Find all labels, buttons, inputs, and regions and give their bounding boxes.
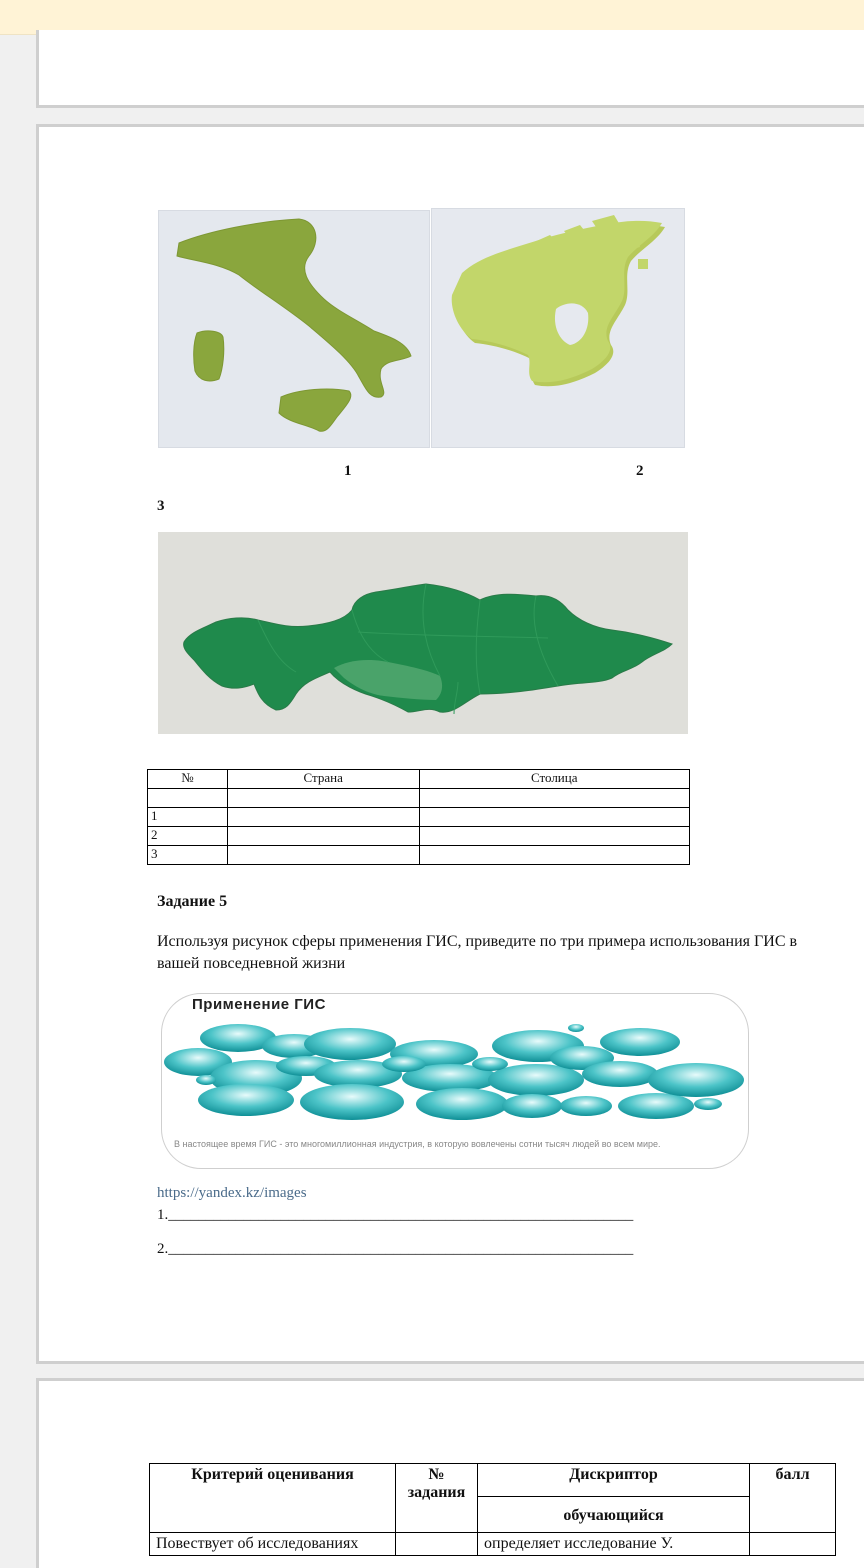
header-descriptor-sub: обучающийся bbox=[478, 1497, 750, 1533]
table-cell[interactable] bbox=[419, 827, 690, 846]
table-cell[interactable] bbox=[227, 827, 419, 846]
kazakhstan-map-graphic bbox=[158, 532, 688, 734]
table-row bbox=[148, 827, 690, 846]
table-cell[interactable] bbox=[419, 808, 690, 827]
table-cell[interactable] bbox=[419, 789, 690, 808]
table-cell[interactable] bbox=[227, 789, 419, 808]
table-header-number: № bbox=[148, 770, 228, 789]
canada-map-graphic bbox=[432, 209, 684, 447]
gis-applications-image bbox=[161, 993, 749, 1169]
page-1 bbox=[36, 30, 864, 108]
table-cell: 1 bbox=[148, 808, 228, 827]
italy-map-graphic bbox=[159, 211, 429, 447]
table-cell[interactable] bbox=[227, 808, 419, 827]
header-task-number: № задания bbox=[396, 1464, 478, 1533]
gis-image-title: Применение ГИС bbox=[192, 996, 326, 1013]
table-row bbox=[150, 1533, 836, 1556]
table-cell[interactable] bbox=[148, 789, 228, 808]
table-header-country: Страна bbox=[227, 770, 419, 789]
table-cell[interactable] bbox=[227, 846, 419, 865]
table-row bbox=[148, 789, 690, 808]
header-criterion: Критерий оценивания bbox=[150, 1464, 396, 1533]
table-row bbox=[148, 808, 690, 827]
gis-image-footer: В настоящее время ГИС - это многомиллионная индустрия, в которую вовлечены сотни тысяч людей во всем мире. bbox=[174, 1139, 661, 1149]
country-capital-table bbox=[147, 769, 690, 865]
answer-line-2: 2.______________________________________________________________ bbox=[157, 1241, 634, 1257]
map-canada bbox=[431, 208, 685, 448]
table-cell: 3 bbox=[148, 846, 228, 865]
descriptor-cell: определяет исследование У. bbox=[478, 1533, 750, 1556]
caption-2: 2 bbox=[636, 463, 644, 479]
caption-1: 1 bbox=[344, 463, 352, 479]
criteria-table bbox=[149, 1463, 836, 1556]
task-5-text: Используя рисунок сферы применения ГИС, приведите по три примера использования ГИС в вашей повседневной жизни bbox=[157, 933, 798, 972]
table-row bbox=[148, 846, 690, 865]
map-italy bbox=[158, 210, 430, 448]
sicily bbox=[279, 389, 351, 431]
page-3 bbox=[36, 1378, 864, 1568]
caption-3: 3 bbox=[157, 498, 165, 514]
map-kazakhstan bbox=[158, 532, 688, 734]
answer-line-1: 1.______________________________________________________________ bbox=[157, 1207, 634, 1223]
criterion-cell: Повествует об исследованиях bbox=[150, 1533, 396, 1556]
source-link[interactable]: https://yandex.kz/images bbox=[157, 1185, 307, 1201]
table-cell[interactable] bbox=[419, 846, 690, 865]
task-5-title: Задание 5 bbox=[157, 893, 228, 910]
table-cell: 2 bbox=[148, 827, 228, 846]
page-2 bbox=[36, 124, 864, 1364]
sardinia bbox=[194, 331, 224, 381]
header-score: балл bbox=[750, 1464, 836, 1533]
table-header-capital: Столица bbox=[419, 770, 690, 789]
task-number-cell bbox=[396, 1533, 478, 1556]
header-descriptor: Дискриптор bbox=[478, 1464, 750, 1497]
score-cell bbox=[750, 1533, 836, 1556]
